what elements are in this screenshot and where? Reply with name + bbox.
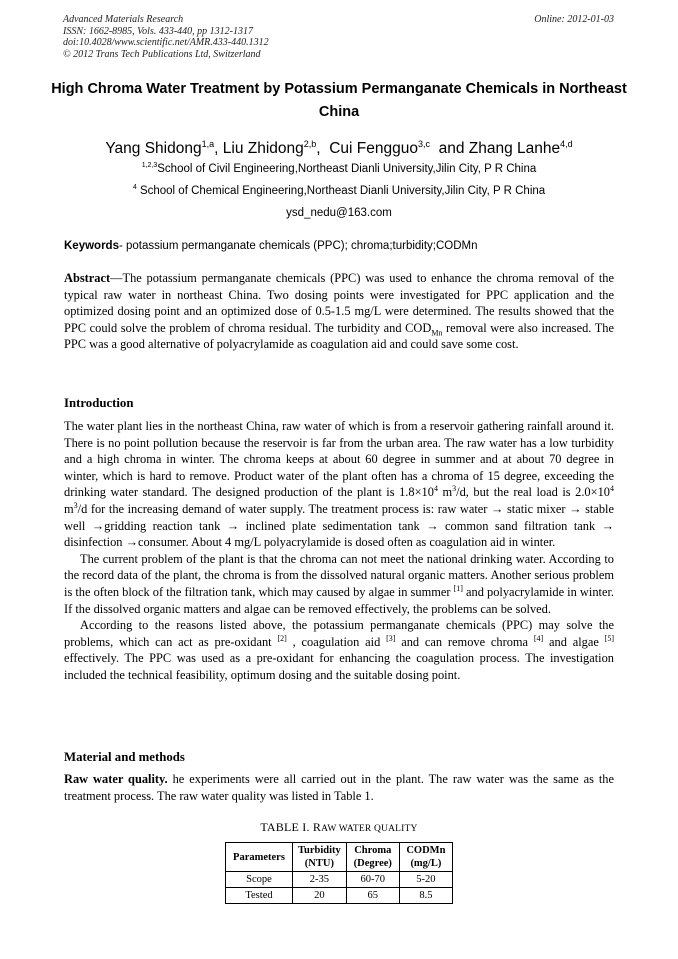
abstract-sub: Mn <box>431 328 443 338</box>
table-header: CODMn (mg/L) <box>399 843 452 872</box>
table-cell: Scope <box>226 872 293 888</box>
citation[interactable]: [5] <box>604 633 614 643</box>
affiliation <box>0 185 678 197</box>
journal-name: Advanced Materials Research <box>63 14 184 25</box>
affiliation <box>0 163 678 175</box>
citation[interactable]: [3] <box>386 633 396 643</box>
paragraph: According to the reasons listed above, the potassium permanganate chemicals (PPC) may solve the problems, which can act as pre-oxidant [2] , coagulation aid [3] and can remove chroma [4] and algae [5] effectively. The PPC was used as a pre-oxidant for enhancing the coagulation process. The investigation included the technical feasibility, optimum dosing and the suitable dosing point. <box>64 618 614 682</box>
table-cell: 65 <box>346 888 399 904</box>
table-cell: 2-35 <box>292 872 346 888</box>
table-cell: 8.5 <box>399 888 452 904</box>
table-cell: 5-20 <box>399 872 452 888</box>
citation[interactable]: [1] <box>453 583 463 593</box>
table-cell: 60-70 <box>346 872 399 888</box>
methods-body <box>64 771 614 804</box>
abstract-label: Abstract <box>64 271 111 285</box>
citation[interactable]: [4] <box>533 633 544 643</box>
journal-header <box>63 14 269 60</box>
abstract <box>64 270 614 353</box>
affiliation-sup: 1,2,3 <box>141 162 158 170</box>
author-name: Zhang Lanhe <box>468 140 561 157</box>
affiliation-text: School of Chemical Engineering,Northeast Dianli University,Jilin City, P R China <box>139 185 546 197</box>
author-email[interactable]: ysd_nedu@163.com <box>286 207 392 219</box>
author-list: Yang Shidong$^{1,a}$, Liu Zhidong$^{2,b}$, Cui Fengguo$^{3,c}$ and Zhang Lanhe$^{4,d}$ <box>105 138 573 157</box>
online-date: Online: 2012-01-03 <box>534 14 614 25</box>
table-row <box>226 888 453 904</box>
table-caption: TABLE I. RAW WATER QUALITY <box>260 820 418 834</box>
raw-water-quality-table <box>225 842 453 904</box>
keywords-label: Keywords <box>64 240 119 252</box>
author-sup: 3,c <box>417 138 430 149</box>
affiliation-text: School of Civil Engineering,Northeast Dianli University,Jilin City, P R China <box>157 163 537 175</box>
raw-water-text: he experiments were all carried out in the plant. The raw water was the same as the treatment process. The raw water quality was listed in Table 1. <box>64 772 614 803</box>
methods-heading: Material and methods <box>64 750 185 764</box>
table-header: Chroma (Degree) <box>346 843 399 872</box>
author-sup: 4,d <box>560 138 573 149</box>
paragraph: The water plant lies in the northeast China, raw water of which is from a reservoir gathering rainfall around it. There is no point pollution because the reservoir is far from the urban area. The raw water has a low turbidity and a high chroma in winter. The chroma keeps at about 60 degree in summer and at about 70 degree in winter, which is hard to remove. Product water of the plant often has a chroma of 15 degree, exceeding the drinking water standard. The designed production of the plant is $1.8\times 10^4$ $m^3/d$, but the real load is $2.0\times 10^4$ $m^3/d$ for the increasing demand of water supply. The treatment process is: raw water → static mixer → stable well →gridding reaction tank → inclined plate sedimentation tank → common sand filtration tank → disinfection →consumer. About 4 mg/L polyacrylamide is dosed often as coagulation aid in winter. <box>64 419 615 550</box>
abstract-text: removal were also increased. The PPC was a good alternative of polyacrylamide as coagulation aid and could save some cost. <box>64 320 614 352</box>
introduction-body <box>64 418 614 684</box>
journal-issn: ISSN: 1662-8985, Vols. 433-440, pp 1312-1317 <box>63 25 253 37</box>
journal-doi: doi:10.4028/www.scientific.net/AMR.433-440.1312 <box>63 37 269 48</box>
author-sup: 1,a <box>201 138 215 149</box>
author-name: Cui Fengguo <box>329 140 418 157</box>
table-header-row <box>226 843 453 872</box>
raw-water-label: Raw water quality. <box>64 772 168 786</box>
author-sup: 2,b <box>303 138 317 149</box>
affiliation-sup: 4 <box>132 184 137 192</box>
author-name: Liu Zhidong <box>222 140 304 157</box>
introduction-heading: Introduction <box>64 396 134 410</box>
paragraph: The current problem of the plant is that the chroma can not meet the national drinking water. According to the record data of the plant, the chroma is from the dissolved natural organic matters. Another serious problem is the often block of the filtration tank, which may caused by algae in summer [1] and polyacrylamide in winter. If the dissolved organic matters and algae can be removed effectively, the problems can be solved. <box>64 551 614 616</box>
keywords-text: - potassium permanganate chemicals (PPC); chroma;turbidity;CODMn <box>118 240 478 252</box>
table-cell: Tested <box>226 888 293 904</box>
journal-copyright: © 2012 Trans Tech Publications Ltd, Switzerland <box>63 48 261 60</box>
table-cell: 20 <box>292 888 346 904</box>
keywords <box>64 240 614 252</box>
author-name: Yang Shidong <box>105 140 202 157</box>
paper-title: High Chroma Water Treatment by Potassium Permanganate Chemicals in Northeast China <box>51 81 627 120</box>
citation[interactable]: [2] <box>277 633 287 643</box>
table-row <box>226 872 453 888</box>
table-header: Turbidity (NTU) <box>292 843 346 872</box>
abstract-text: —The potassium permanganate chemicals (PPC) was used to enhance the chroma removal of the typical raw water in northeast China. Two dosing points were investigated for PPC application and the optimized dosing point and an optimized dose of 0.5-1.5 mg/L were determined. The results showed that the PPC could solve the problem of chroma residual. The turbidity and COD <box>64 271 614 335</box>
table-header: Parameters <box>226 843 293 872</box>
